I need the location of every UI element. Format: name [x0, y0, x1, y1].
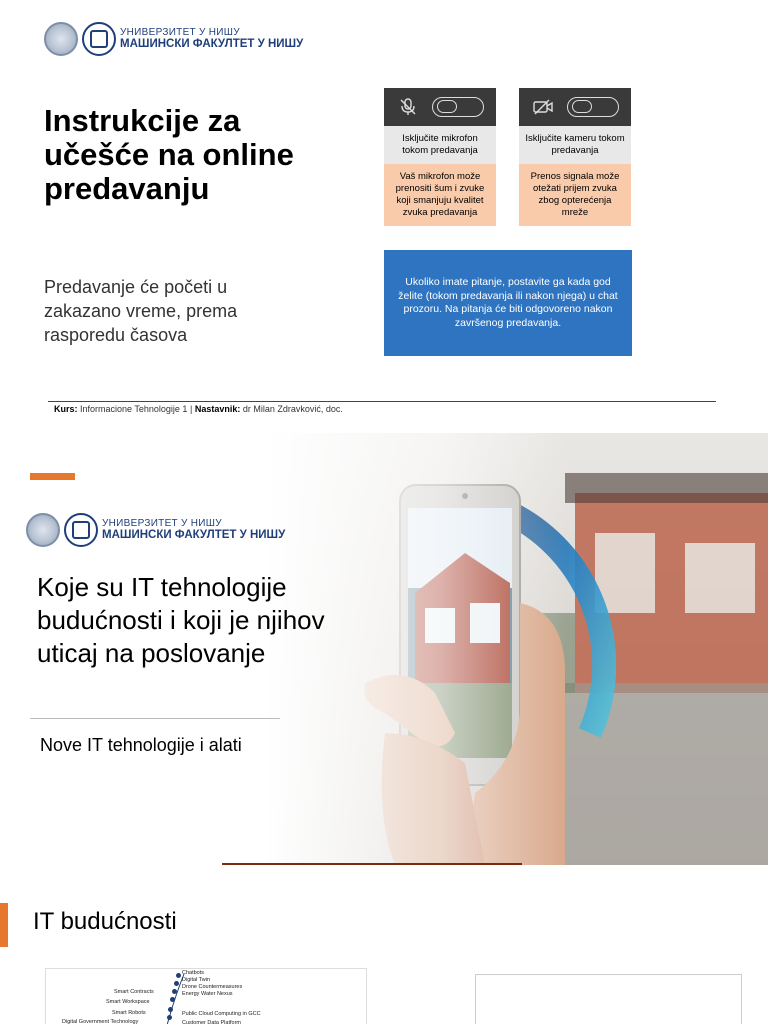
slide3-title: IT budućnosti — [33, 908, 177, 935]
hype-label: Smart Robots — [112, 1010, 146, 1016]
course-name: Informacione Tehnologije 1 — [80, 404, 188, 414]
mic-toggle-icon — [432, 97, 484, 117]
hype-label: Digital Twin — [182, 977, 211, 983]
logo-faculty-name: МАШИНСКИ ФАКУЛТЕТ У НИШУ — [120, 38, 304, 51]
camera-card-label: Isključite kameru tokom predavanja — [519, 126, 631, 164]
slide2-bottom-line — [222, 863, 522, 865]
faculty-emblem-icon — [64, 513, 98, 547]
logo-university-name: УНИВЕРЗИТЕТ У НИШУ — [102, 518, 222, 530]
slide2-title: Koje su IT tehnologije budućnosti i koji je njihov uticaj na poslovanje — [37, 572, 325, 668]
hype-label: Smart Workspace — [106, 999, 150, 1005]
slide-it-technologies — [0, 433, 768, 865]
accent-bar-vertical — [0, 903, 8, 947]
mic-off-icon — [397, 97, 419, 117]
university-seal-icon — [26, 513, 60, 547]
hype-label: Energy Water Nexus — [182, 991, 233, 997]
content-placeholder-box — [475, 974, 742, 1024]
hype-point — [170, 997, 175, 1002]
logo-faculty-name: МАШИНСКИ ФАКУЛТЕТ У НИШУ — [102, 529, 286, 542]
slide1-title: Instrukcije za učešće na online predavanju — [44, 103, 294, 206]
accent-bar — [30, 473, 75, 480]
mic-instruction-card — [384, 88, 496, 226]
footer-divider — [48, 401, 716, 402]
teacher-name: dr Milan Zdravković, doc. — [242, 404, 343, 414]
mic-card-label: Isključite mikrofon tokom predavanja — [384, 126, 496, 164]
hype-label: Digital Government Technology — [62, 1019, 139, 1024]
slide2-subtitle: Nove IT tehnologije i alati — [40, 735, 242, 755]
hype-point — [172, 989, 177, 994]
camera-off-icon — [532, 97, 554, 117]
teacher-label: Nastavnik: — [194, 404, 241, 414]
hype-label: Public Cloud Computing in GCC — [182, 1011, 261, 1017]
faculty-emblem-icon — [82, 22, 116, 56]
logo-university-name: УНИВЕРЗИТЕТ У НИШУ — [120, 27, 240, 39]
slide-instructions — [0, 0, 768, 430]
camera-card-description: Prenos signala može otežati prijem zvuka zbog opterećenja mreže — [519, 164, 631, 226]
hype-label: Chatbots — [182, 970, 205, 976]
smartphone-house-photo — [265, 433, 768, 865]
camera-instruction-card — [519, 88, 631, 226]
hype-label: Customer Data Platform — [182, 1020, 241, 1024]
hype-point — [176, 973, 181, 978]
hype-point — [168, 1007, 173, 1012]
mic-card-description: Vaš mikrofon može prenositi šum i zvuke koji smanjuju kvalitet zvuka predavanja — [384, 164, 496, 226]
footer-separator: | — [189, 404, 193, 414]
slide-it-future — [0, 868, 768, 1024]
course-footer — [54, 404, 343, 414]
university-logo-2 — [26, 513, 285, 547]
course-label: Kurs: — [54, 404, 78, 414]
university-seal-icon — [44, 22, 78, 56]
hype-label: Drone Countermeasures — [182, 984, 243, 990]
slide1-subtitle: Predavanje će početi u zakazano vreme, prema rasporedu časova — [44, 277, 238, 345]
title-divider — [30, 718, 280, 719]
hype-label: Smart Contracts — [114, 989, 154, 995]
university-logo — [44, 22, 303, 56]
questions-note: Ukoliko imate pitanje, postavite ga kada god želite (tokom predavanja ili nakon njega) u chat prozoru. Na pitanja će biti odgovoreno nakon završenog predavanja. — [384, 250, 632, 356]
hype-point — [174, 981, 179, 986]
hype-cycle-figure — [45, 968, 367, 1024]
camera-toggle-icon — [567, 97, 619, 117]
hype-point — [167, 1015, 172, 1020]
